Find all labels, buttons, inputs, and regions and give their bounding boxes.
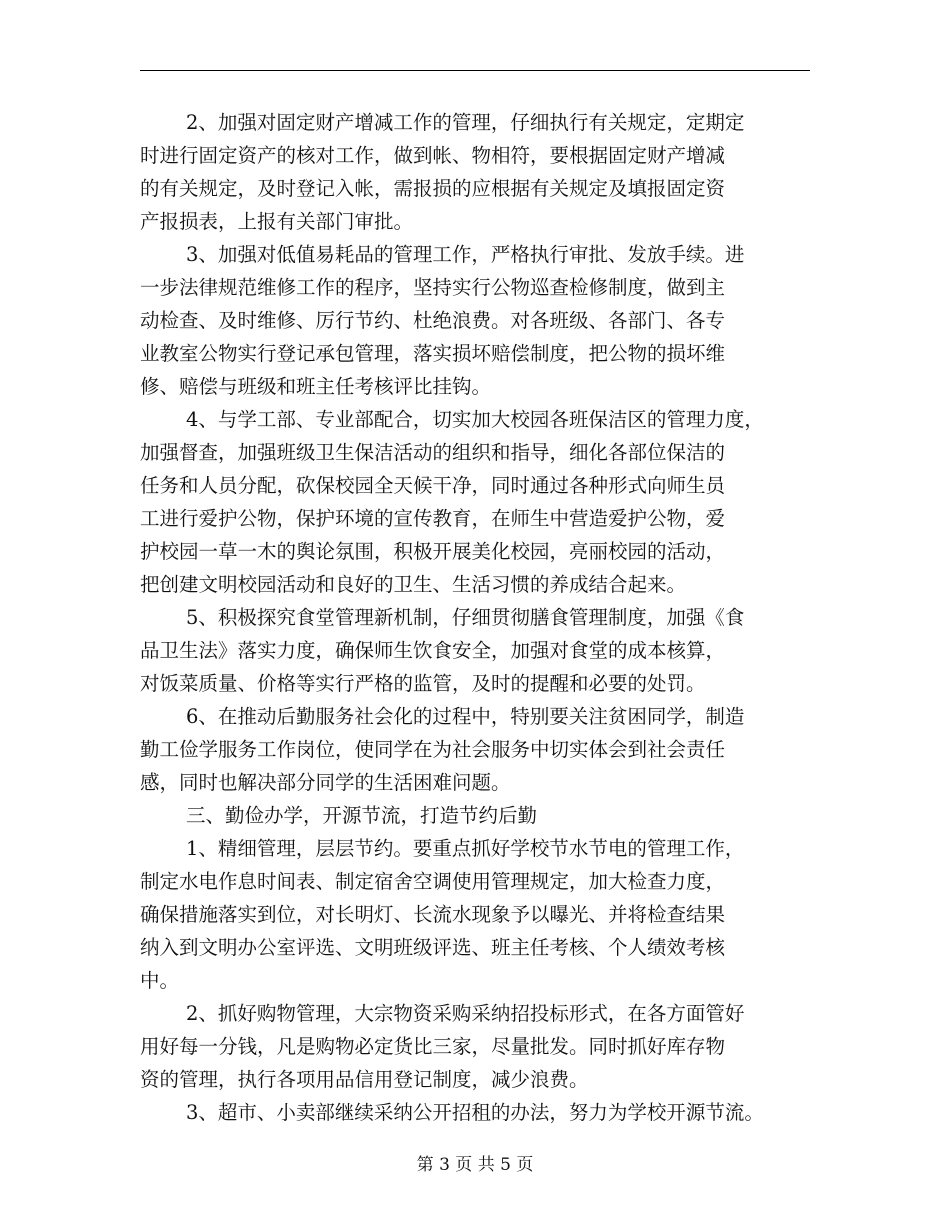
text-line: 感，同时也解决部分同学的生活困难问题。 — [140, 771, 511, 794]
paragraph — [140, 1096, 820, 1129]
text-line: 三、勤俭办学，开源节流，打造节约后勤 — [186, 804, 538, 827]
paragraph — [140, 601, 820, 700]
text-line: 6、在推动后勤服务社会化的过程中，特别要关注贫困同学，制造 — [186, 705, 745, 728]
text-line: 修、赔偿与班级和班主任考核评比挂钩。 — [140, 375, 492, 398]
text-line: 任务和人员分配，砍保校园全天候干净，同时通过各种形式向师生员 — [140, 474, 726, 497]
text-line: 的有关规定，及时登记入帐，需报损的应根据有关规定及填报固定资 — [140, 177, 726, 200]
text-line: 勤工俭学服务工作岗位，使同学在为社会服务中切实体会到社会责任 — [140, 738, 726, 761]
text-line: 确保措施落实到位，对长明灯、长流水现象予以曝光、并将检查结果 — [140, 903, 726, 926]
text-line: 中。 — [140, 969, 180, 992]
paragraph — [140, 403, 820, 601]
text-line: 工进行爱护公物，保护环境的宣传教育，在师生中营造爱护公物，爱 — [140, 507, 726, 530]
paragraph — [140, 700, 820, 799]
header-rule — [140, 70, 810, 71]
text-line: 纳入到文明办公室评选、文明班级评选、班主任考核、个人绩效考核 — [140, 936, 726, 959]
text-line: 5、积极探究食堂管理新机制，仔细贯彻膳食管理制度，加强《食 — [186, 606, 745, 629]
text-line: 2、加强对固定财产增减工作的管理，仔细执行有关规定，定期定 — [186, 111, 745, 134]
text-line: 3、加强对低值易耗品的管理工作，严格执行审批、发放手续。进 — [186, 243, 745, 266]
paragraph — [140, 106, 820, 238]
text-line: 资的管理，执行各项用品信用登记制度，减少浪费。 — [140, 1068, 589, 1091]
text-line: 时进行固定资产的核对工作，做到帐、物相符，要根据固定财产增减 — [140, 144, 726, 167]
text-line: 产报损表，上报有关部门审批。 — [140, 210, 414, 233]
text-line: 用好每一分钱，凡是购物必定货比三家，尽量批发。同时抓好库存物 — [140, 1035, 726, 1058]
paragraph — [140, 832, 820, 997]
text-line: 对饭菜质量、价格等实行严格的监管，及时的提醒和必要的处罚。 — [140, 672, 706, 695]
section-heading — [140, 799, 820, 832]
paragraph — [140, 238, 820, 403]
text-line: 加强督查，加强班级卫生保洁活动的组织和指导，细化各部位保洁的 — [140, 441, 726, 464]
text-line: 一步法律规范维修工作的程序，坚持实行公物巡查检修制度，做到主 — [140, 276, 726, 299]
text-line: 1、精细管理，层层节约。要重点抓好学校节水节电的管理工作， — [186, 837, 745, 860]
text-line: 3、超市、小卖部继续采纳公开招租的办法，努力为学校开源节流。 — [186, 1101, 764, 1124]
text-line: 护校园一草一木的舆论氛围，积极开展美化校园，亮丽校园的活动， — [140, 540, 726, 563]
text-line: 动检查、及时维修、厉行节约、杜绝浪费。对各班级、各部门、各专 — [140, 309, 726, 332]
text-line: 2、抓好购物管理，大宗物资采购采纳招投标形式，在各方面管好 — [186, 1002, 745, 1025]
text-line: 把创建文明校园活动和良好的卫生、生活习惯的养成结合起来。 — [140, 573, 687, 596]
document-body — [140, 106, 820, 1129]
text-line: 业教室公物实行登记承包管理，落实损坏赔偿制度，把公物的损坏维 — [140, 342, 726, 365]
page-footer: 第 3 页 共 5 页 — [416, 1155, 534, 1175]
paragraph — [140, 997, 820, 1096]
text-line: 4、与学工部、专业部配合，切实加大校园各班保洁区的管理力度， — [186, 408, 764, 431]
text-line: 制定水电作息时间表、制定宿舍空调使用管理规定，加大检查力度， — [140, 870, 726, 893]
text-line: 品卫生法》落实力度，确保师生饮食安全，加强对食堂的成本核算， — [140, 639, 726, 662]
